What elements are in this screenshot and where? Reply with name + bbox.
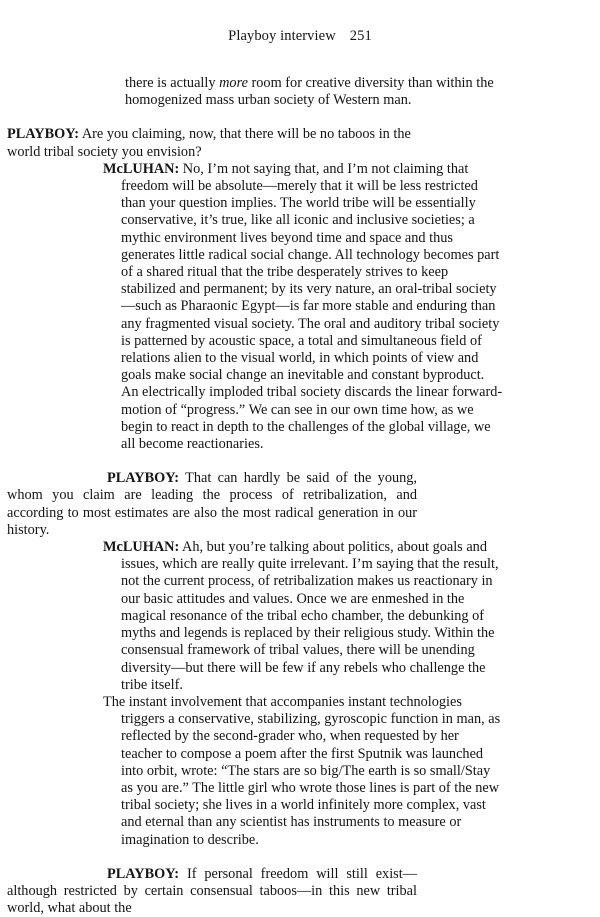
answer-1-speaker: McLUHAN:	[103, 160, 180, 177]
answer-2-text: Ah, but you’re talking about politics, about goals and issues, which are really quite irrelevant. I’m saying that the result, not the current process, of retribalization makes us reactionary in our basic attitudes and values. Once we are enmeshed in the magical resonance of the tribal echo chamber, the debunking of myths and legends is replaced by their religious study. Within the consensual framework of tribal values, there will be unending diversity—but there will be few if any rebels who challenge the tribe itself.	[121, 539, 499, 693]
answer-2-continued-text: The instant involvement that accompanies instant technologies triggers a conservative, stabilizing, gyroscopic function in man, as reflected by the second-grader who, when requested by her teacher to compose a poem after the first Sputnik was launched into orbit, wrote: “The stars are so big/The earth is so small/Stay as you are.” The little girl who wrote those lines is part of the new tribal society; she lives in a world infinitely more complex, vast and eternal than any scientist has instruments to measure or imagination to describe.	[103, 693, 501, 848]
running-head	[0, 28, 600, 45]
emphasis-more: more	[219, 75, 248, 91]
answer-2-continued	[85, 694, 503, 849]
answer-2-speaker: McLUHAN:	[103, 539, 180, 556]
question-1-speaker: PLAYBOY:	[7, 126, 80, 143]
question-3-text: If personal freedom will still exist—although restricted by certain consensual taboos—in this new tribal world, what about the	[7, 865, 417, 917]
question-2-text: That can hardly be said of the young, whom you claim are leading the process of retribalization, and according to most estimates are also the most radical generation in our history.	[7, 470, 417, 538]
answer-2	[103, 539, 503, 694]
question-2-speaker: PLAYBOY:	[107, 470, 180, 487]
question-1	[7, 126, 417, 160]
page-number: 251	[349, 28, 372, 44]
question-1-text: Are you claiming, now, that there will be no taboos in the world tribal society you envision?	[7, 126, 411, 160]
answer-1	[103, 161, 503, 453]
question-2	[7, 470, 417, 539]
question-3	[7, 866, 417, 917]
running-head-title: Playboy interview	[228, 28, 336, 44]
answer-1-text: No, I’m not saying that, and I’m not claiming that freedom will be absolute—merely that it will be less restricted than your question implies. The world tribe will be essentially conservative, it’s true, like all iconic and inclusive societies; a mythic environment lives beyond time and space and thus generates little radical social change. All technology becomes part of a shared ritual that the tribe desperately strives to keep stabilized and permanent; by its very nature, an oral-tribal society—such as Pharaonic Egypt—is far more stable and enduring than any fragmented visual society. The oral and auditory tribal society is patterned by acoustic space, a total and simultaneous field of relations alien to the visual world, in which points of view and goals make social change an inevitable and constant byproduct. An electrically imploded tribal society discards the linear forward-motion of “progress.” We can see in our own time how, as we begin to react in depth to the challenges of the global village, we all become reactionaries.	[121, 160, 503, 453]
page-body	[7, 75, 507, 917]
question-3-speaker: PLAYBOY:	[107, 865, 180, 882]
continuation-paragraph: there is actually more room for creative diversity than within the homogenized mass urban society of Western man.	[125, 75, 494, 109]
